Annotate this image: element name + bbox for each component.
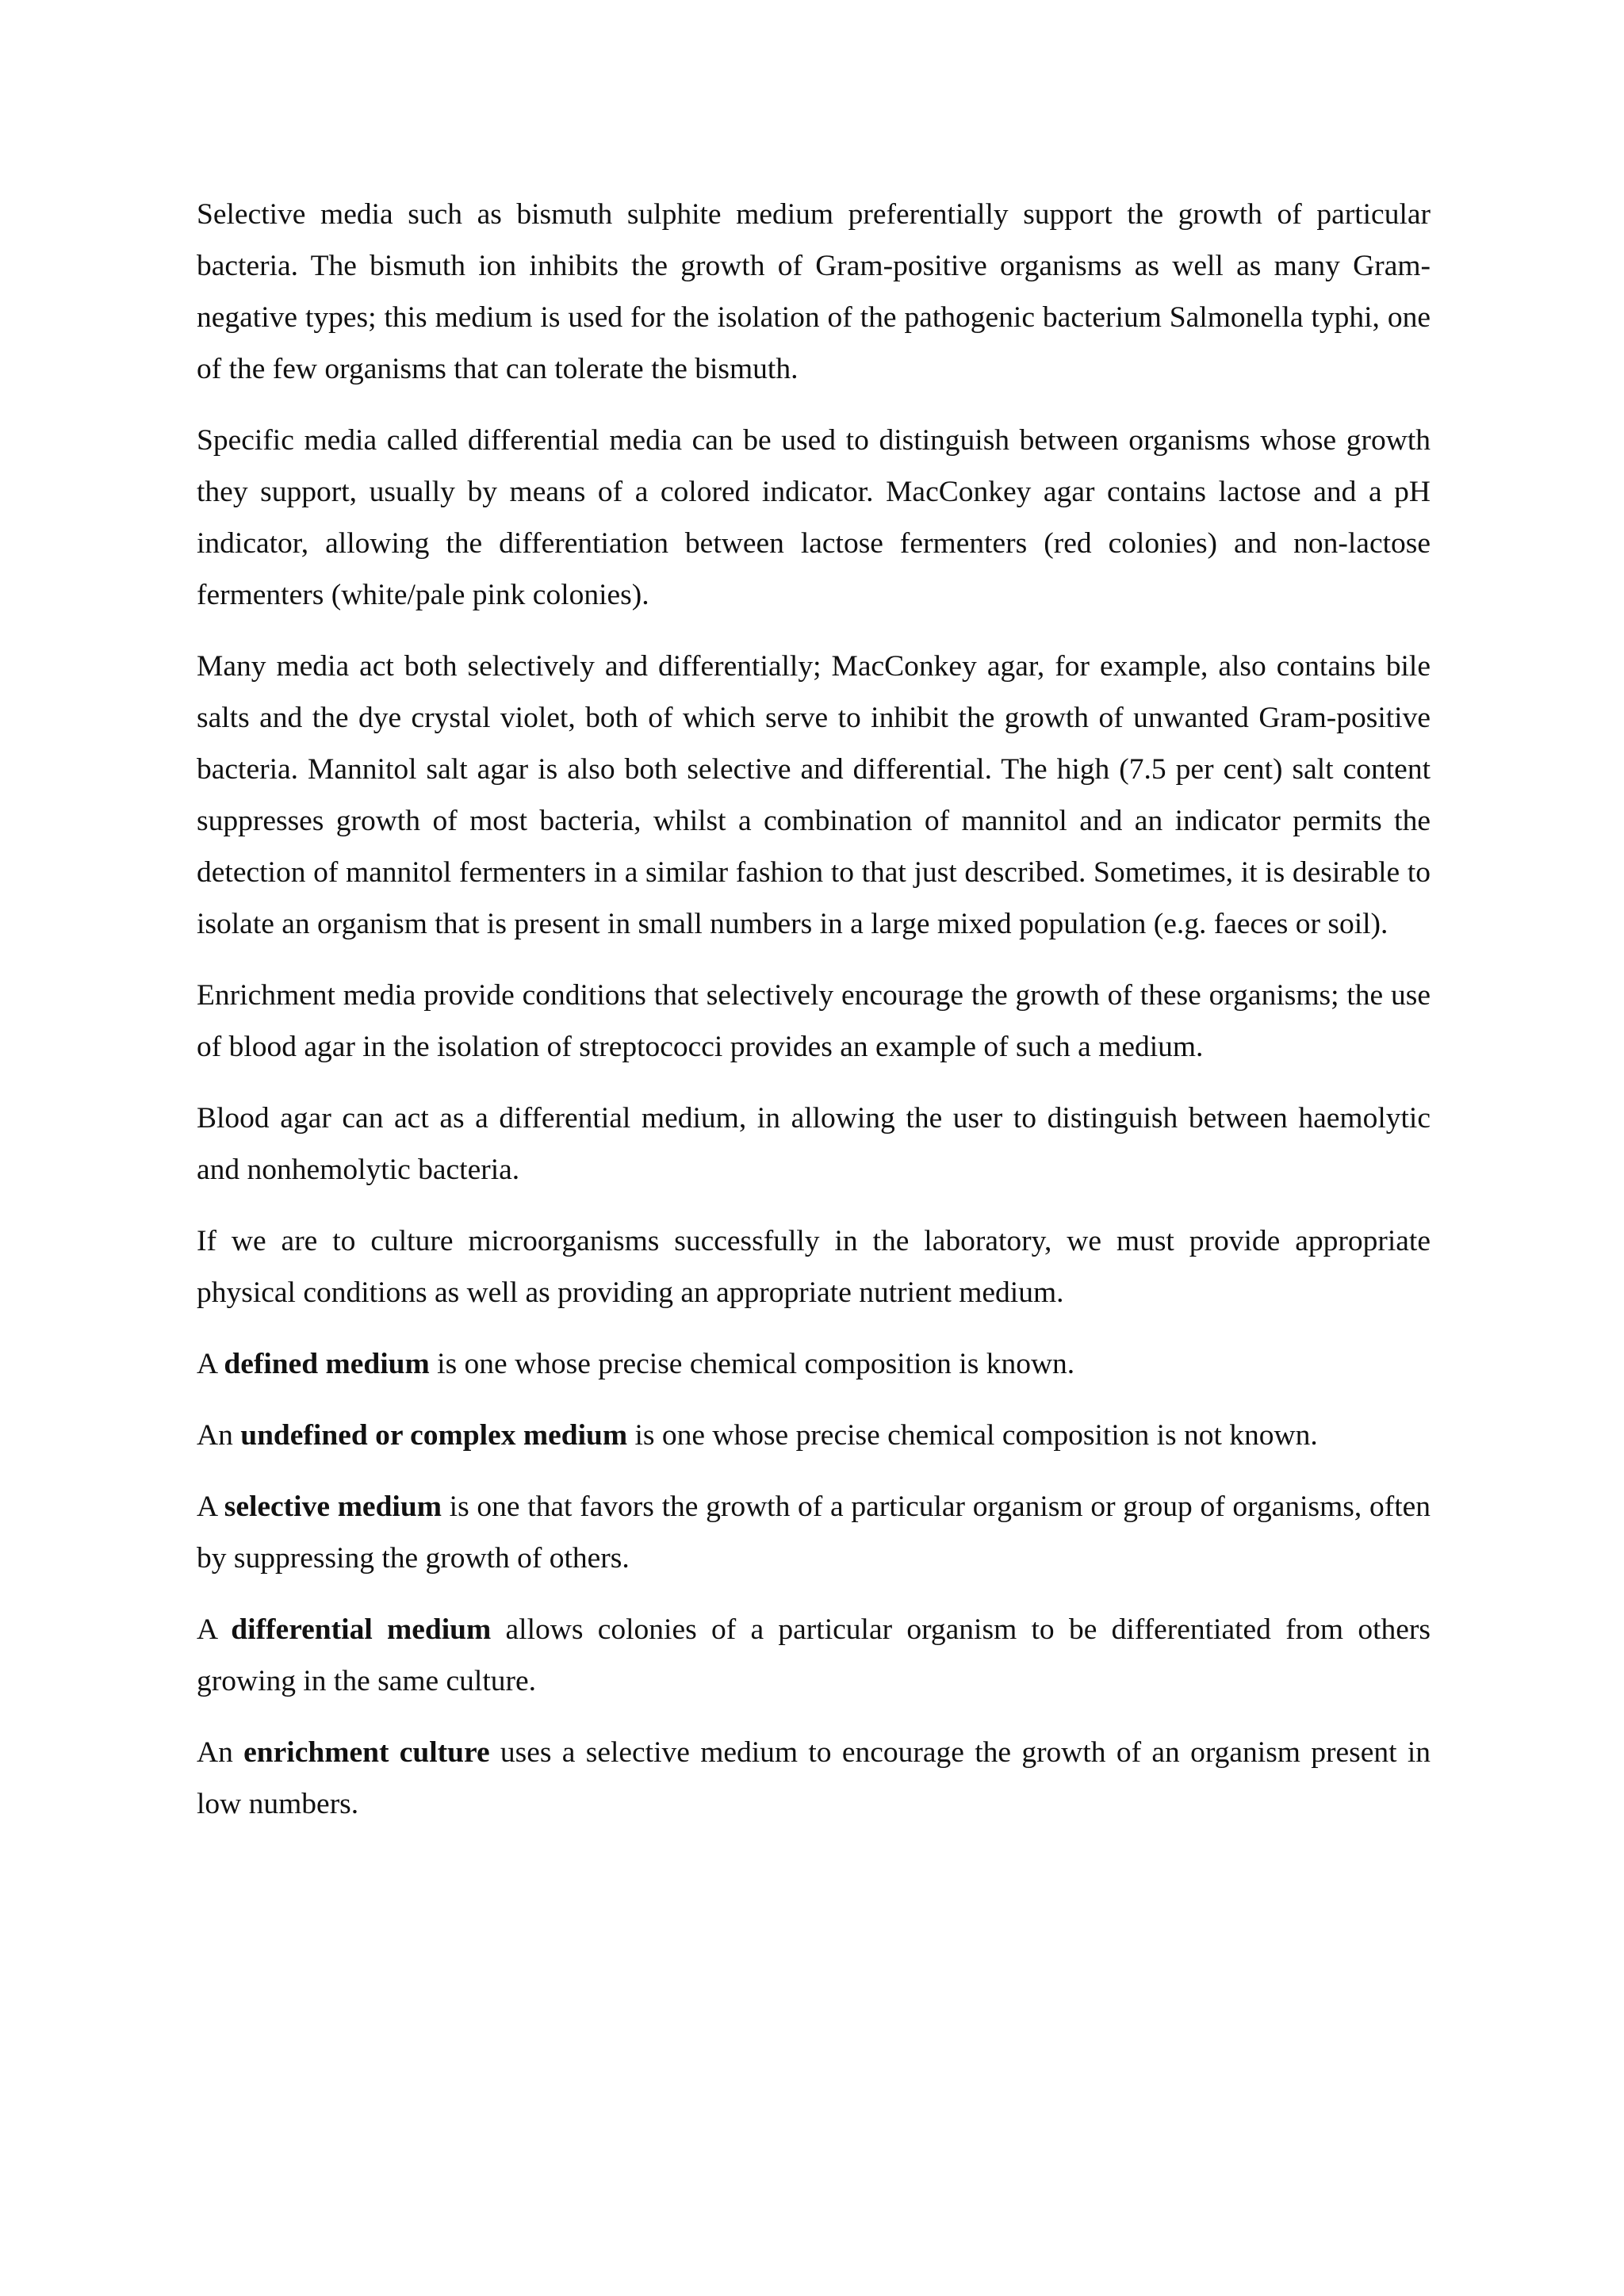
definition-term: undefined or complex medium	[240, 1419, 628, 1452]
definition-enrichment-culture	[197, 1727, 1431, 1830]
definition-defined-medium	[197, 1338, 1431, 1390]
definition-term: selective medium	[224, 1490, 442, 1523]
paragraph-blood-agar: Blood agar can act as a differential medium, in allowing the user to distinguish between haemolytic and nonhemolytic bacteria.	[197, 1102, 1431, 1186]
definition-term: differential medium	[231, 1613, 492, 1646]
definition-term: enrichment culture	[243, 1736, 490, 1769]
definition-text: allows colonies of a particular organism to be differentiated from others growing in the same culture.	[197, 1613, 1431, 1697]
paragraph-enrichment-media: Enrichment media provide conditions that selectively encourage the growth of these organisms; the use of blood agar in the isolation of streptococci provides an example of such a medium.	[197, 979, 1431, 1063]
definition-article: A	[197, 1613, 232, 1646]
paragraph-physical-conditions: If we are to culture microorganisms successfully in the laboratory, we must provide appropriate physical conditions as well as providing an appropriate nutrient medium.	[197, 1225, 1431, 1309]
definition-article: An	[197, 1419, 241, 1452]
definition-article: A	[197, 1348, 224, 1380]
definition-article: An	[197, 1736, 244, 1769]
definition-term: defined medium	[224, 1348, 430, 1380]
definition-selective-medium	[197, 1481, 1431, 1584]
definition-text: uses a selective medium to encourage the growth of an organism present in low numbers.	[197, 1736, 1431, 1820]
definition-differential-medium	[197, 1604, 1431, 1707]
definition-text: is one whose precise chemical composition is not known.	[627, 1419, 1318, 1452]
paragraph-selective-media: Selective media such as bismuth sulphite medium preferentially support the growth of particular bacteria. The bismuth ion inhibits the growth of Gram-positive organisms as well as many Gram-negative types; this medium is used for the isolation of the pathogenic bacterium Salmonella typhi, one of the few organisms that can tolerate the bismuth.	[197, 198, 1431, 385]
paragraph-differential-media: Specific media called differential media can be used to distinguish between organisms whose growth they support, usually by means of a colored indicator. MacConkey agar contains lactose and a pH indicator, allowing the differentiation between lactose fermenters (red colonies) and non-lactose fermenters (white/pale pink colonies).	[197, 424, 1431, 611]
paragraph-selective-and-differential: Many media act both selectively and differentially; MacConkey agar, for example, also contains bile salts and the dye crystal violet, both of which serve to inhibit the growth of unwanted Gram-positive bacteria. Mannitol salt agar is also both selective and differential. The high (7.5 per cent) salt content suppresses growth of most bacteria, whilst a combination of mannitol and an indicator permits the detection of mannitol fermenters in a similar fashion to that just described. Sometimes, it is desirable to isolate an organism that is present in small numbers in a large mixed population (e.g. faeces or soil).	[197, 650, 1431, 940]
definition-article: A	[197, 1490, 224, 1523]
definition-undefined-medium	[197, 1410, 1431, 1461]
definition-text: is one whose precise chemical composition is known.	[429, 1348, 1075, 1380]
definition-text: is one that favors the growth of a particular organism or group of organisms, often by suppressing the growth of others.	[197, 1490, 1431, 1575]
document-body	[197, 189, 1431, 1850]
